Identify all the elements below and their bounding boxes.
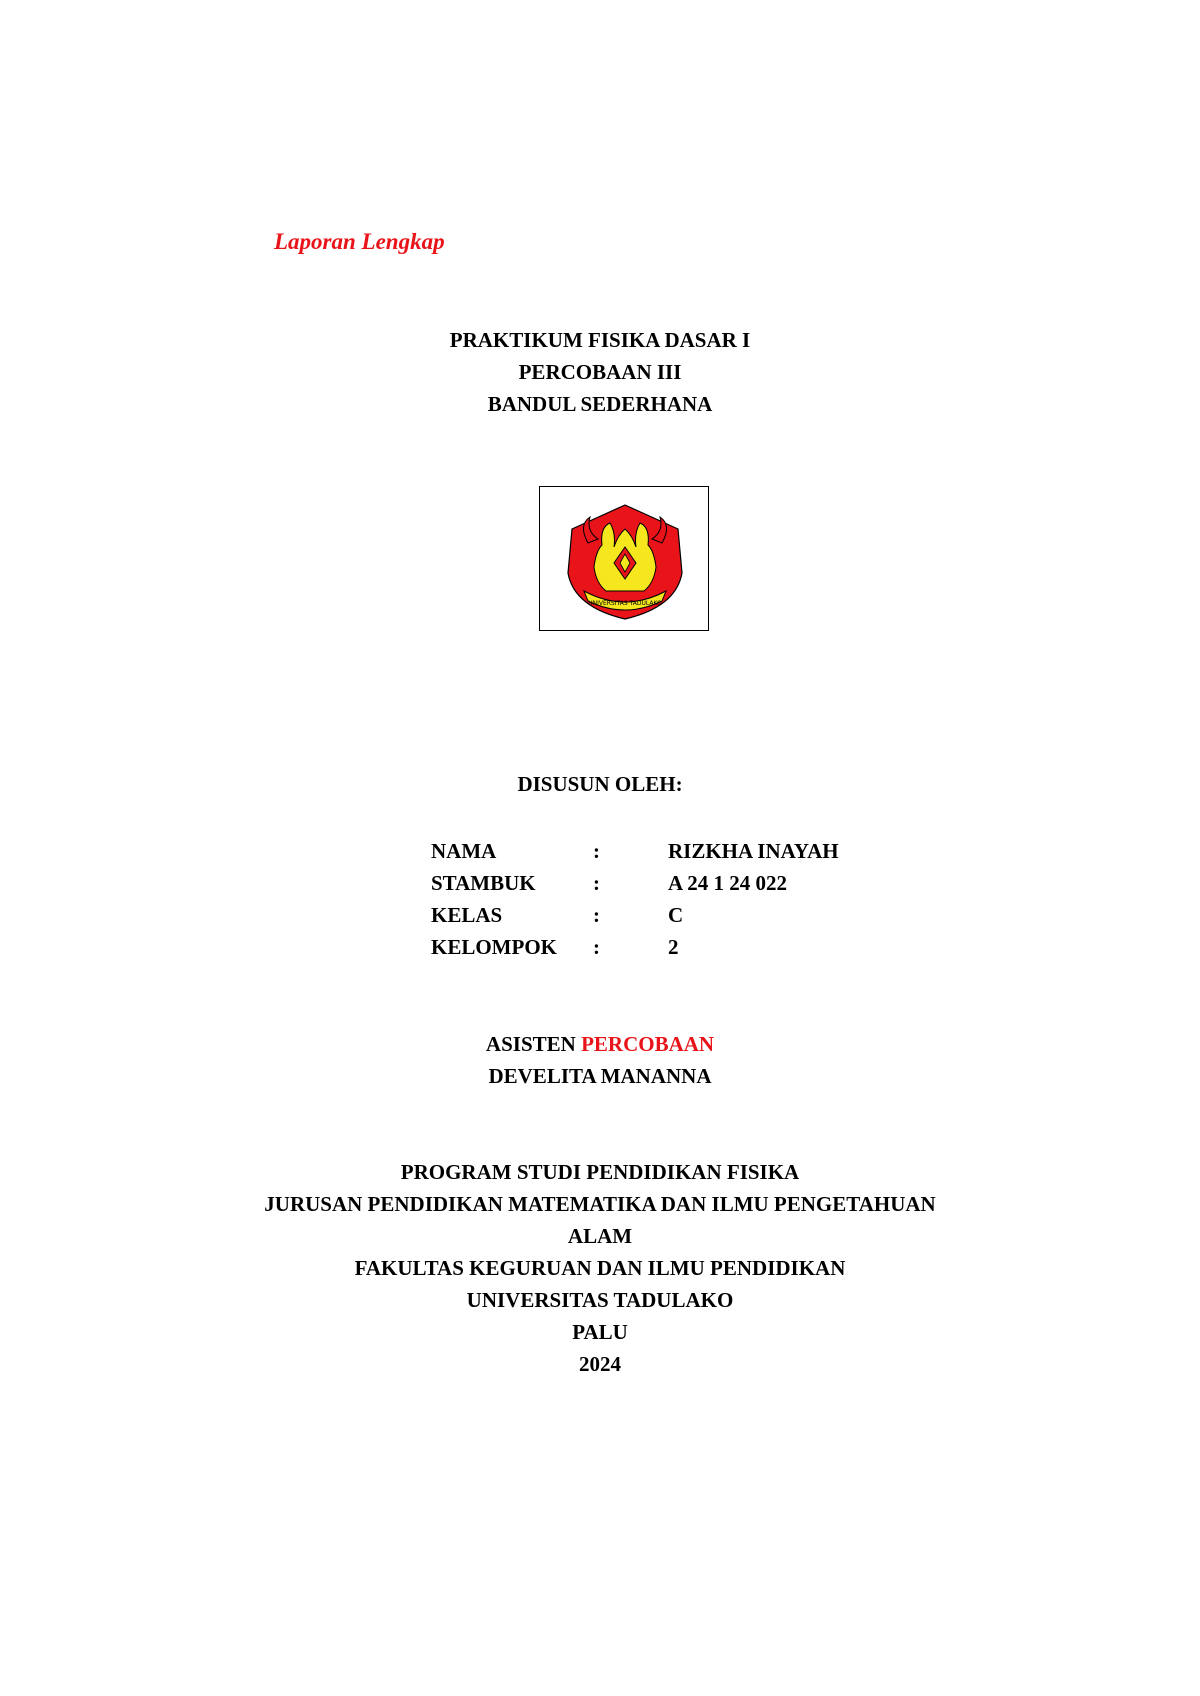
identity-value: RIZKHA INAYAH [668, 839, 839, 863]
identity-row-nama [431, 835, 931, 867]
compiled-by-text: DISUSUN OLEH: [517, 772, 683, 796]
identity-table [431, 835, 931, 963]
assistant-heading [0, 1028, 1200, 1060]
identity-row-kelompok [431, 931, 931, 963]
assistant-name: DEVELITA MANANNA [488, 1064, 712, 1088]
course-title: PRAKTIKUM FISIKA DASAR I [449, 328, 751, 352]
year: 2024 [579, 1352, 621, 1376]
study-program: PROGRAM STUDI PENDIDIKAN FISIKA [400, 1160, 800, 1184]
experiment-title: BANDUL SEDERHANA [487, 392, 713, 416]
department-cont: ALAM [567, 1224, 633, 1248]
svg-text:UNIVERSITAS TADULAKO: UNIVERSITAS TADULAKO [588, 600, 662, 607]
identity-key: KELAS [431, 903, 503, 927]
compiled-by-heading [0, 768, 1200, 800]
identity-separator: : [593, 903, 600, 927]
city: PALU [572, 1320, 628, 1344]
identity-value: C [668, 903, 684, 927]
identity-key: STAMBUK [431, 871, 536, 895]
identity-row-stambuk [431, 867, 931, 899]
university-emblem-icon [558, 495, 692, 623]
report-type-label: Laporan Lengkap [274, 229, 445, 254]
assistant-block [0, 1028, 1200, 1092]
identity-separator: : [593, 935, 600, 959]
university: UNIVERSITAS TADULAKO [466, 1288, 734, 1312]
identity-row-kelas [431, 899, 931, 931]
experiment-number: PERCOBAAN III [518, 360, 682, 384]
university-logo-frame [539, 486, 709, 631]
identity-key: KELOMPOK [431, 935, 557, 959]
identity-separator: : [593, 871, 600, 895]
title-block [0, 324, 1200, 420]
assistant-label: ASISTEN [485, 1032, 576, 1056]
identity-key: NAMA [431, 839, 497, 863]
identity-separator: : [593, 839, 600, 863]
assistant-label-highlight: PERCOBAAN [581, 1032, 715, 1056]
faculty: FAKULTAS KEGURUAN DAN ILMU PENDIDIKAN [354, 1256, 846, 1280]
institution-block [0, 1156, 1200, 1380]
identity-value: A 24 1 24 022 [668, 871, 788, 895]
department: JURUSAN PENDIDIKAN MATEMATIKA DAN ILMU PENGETAHUAN [264, 1192, 936, 1216]
identity-value: 2 [668, 935, 679, 959]
